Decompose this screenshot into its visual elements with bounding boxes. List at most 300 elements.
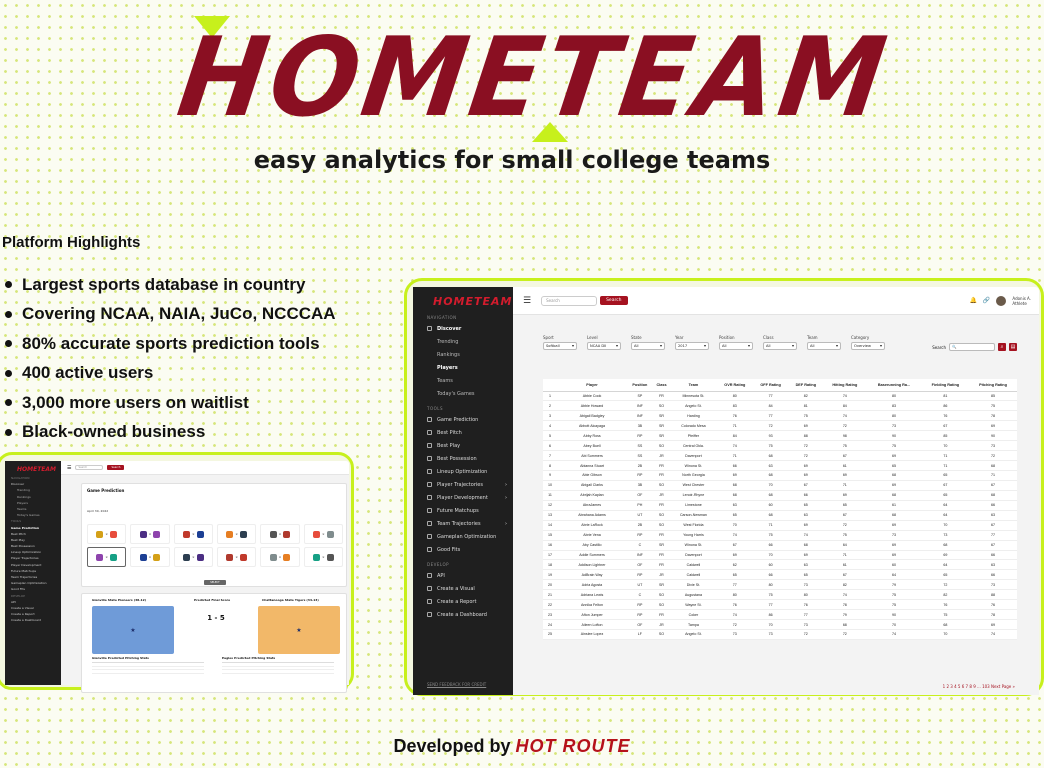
avatar[interactable]: [996, 296, 1006, 306]
table-row[interactable]: [543, 411, 1017, 421]
table-cell[interactable]: Abigail Badgley: [557, 411, 627, 421]
tool-icon: [427, 547, 432, 552]
table-cell: 65: [922, 570, 969, 580]
team-logo-icon: [270, 531, 277, 538]
table-cell: 68: [717, 480, 753, 490]
table-cell: 73: [969, 441, 1017, 451]
tagline: easy analytics for small college teams: [253, 146, 771, 174]
table-cell[interactable]: Addison Lightner: [557, 560, 627, 570]
table-cell: Central Okla.: [670, 441, 716, 451]
table-cell: 80: [717, 590, 753, 600]
filter-select[interactable]: Softball ▾: [543, 342, 577, 350]
versus-icon: ×: [192, 532, 195, 536]
tool-icon: [427, 534, 432, 539]
column-header[interactable]: [543, 379, 557, 391]
small-sidebar-item[interactable]: Best Play: [11, 537, 25, 542]
score-value: 1 - 5: [207, 614, 225, 622]
sidebar-item-best-pitch[interactable]: [413, 426, 513, 439]
table-row[interactable]: [543, 570, 1017, 580]
game-matchup-tile[interactable]: [217, 547, 256, 567]
table-row[interactable]: [543, 530, 1017, 540]
table-cell[interactable]: Adria Agosta: [557, 580, 627, 590]
versus-icon: ×: [105, 555, 108, 559]
sidebar-item-discover[interactable]: [413, 322, 513, 335]
table-cell: 66: [753, 570, 788, 580]
table-cell: OF: [627, 560, 653, 570]
table-cell: 72: [969, 451, 1017, 461]
table-row[interactable]: [543, 580, 1017, 590]
game-matchup-tile[interactable]: [130, 547, 169, 567]
small-sidebar-item[interactable]: Player Development: [11, 562, 42, 567]
sidebar-item-trending[interactable]: Trending: [437, 338, 459, 345]
table-cell: 76: [788, 600, 823, 610]
filter-select[interactable]: All ▾: [763, 342, 797, 350]
table-cell: 68: [866, 510, 922, 520]
team-logo-icon: [197, 531, 204, 538]
table-cell: 83: [717, 401, 753, 411]
sidebar-item-create-a-report[interactable]: [413, 595, 513, 608]
highlights-title: Platform Highlights: [2, 234, 141, 251]
table-row[interactable]: [543, 510, 1017, 520]
table-cell: Carson-Newman: [670, 510, 716, 520]
table-cell[interactable]: Abrahana Adams: [557, 510, 627, 520]
versus-icon: ×: [322, 532, 325, 536]
small-sidebar-item[interactable]: Gameplan Optimization: [11, 581, 47, 586]
column-header[interactable]: Pitching Rating: [969, 379, 1017, 391]
table-cell: 77: [753, 391, 788, 401]
select-button[interactable]: SELECT: [204, 580, 226, 585]
table-cell: 68: [866, 471, 922, 481]
table-cell: 69: [788, 550, 823, 560]
table-row[interactable]: [543, 610, 1017, 620]
small-sidebar-item[interactable]: Team Trajectories: [11, 575, 38, 579]
table-cell: INF: [627, 411, 653, 421]
table-row[interactable]: [543, 451, 1017, 461]
table-cell: 4: [543, 421, 557, 431]
table-cell: 69: [717, 471, 753, 481]
game-matchup-tile[interactable]: [87, 524, 126, 544]
table-cell[interactable]: Annika Felton: [557, 600, 627, 610]
table-cell[interactable]: Afton Jumper: [557, 610, 627, 620]
team-logo-icon: [226, 531, 233, 538]
table-cell[interactable]: Adriana Lewis: [557, 590, 627, 600]
table-cell: 72: [922, 580, 969, 590]
sidebar-item-player-trajectories[interactable]: [413, 478, 513, 491]
table-cell: 68: [788, 540, 823, 550]
send-feedback-link[interactable]: SEND FEEDBACK FOR CREDIT: [427, 682, 487, 687]
table-cell: 65: [717, 510, 753, 520]
table-row[interactable]: [543, 550, 1017, 560]
table-cell: 85: [969, 391, 1017, 401]
table-cell: LF: [627, 630, 653, 640]
table-cell[interactable]: Abianna Stuart: [557, 461, 627, 471]
developed-by-prefix: Developed by: [393, 736, 511, 756]
table-cell: 69: [969, 620, 1017, 630]
compass-icon: [427, 326, 432, 331]
table-cell: 60: [753, 560, 788, 570]
small-sidebar-item[interactable]: Create a Visual: [11, 605, 34, 610]
small-main: [61, 475, 349, 685]
players-app-window: [413, 287, 1039, 695]
table-cell: 74: [717, 610, 753, 620]
sidebar-item-api[interactable]: [413, 569, 513, 582]
sidebar-item-today-s-games[interactable]: Today's Games: [437, 390, 475, 397]
sidebar-item-teams[interactable]: Teams: [437, 377, 453, 384]
table-cell: 70: [717, 520, 753, 530]
search-input[interactable]: Search: [541, 296, 597, 306]
table-cell: 74: [823, 391, 866, 401]
table-cell: 81: [922, 391, 969, 401]
table-cell: 72: [823, 630, 866, 640]
table-cell: 67: [922, 421, 969, 431]
pagination[interactable]: 1 2 3 4 5 6 7 8 9 ... 103 Next Page »: [942, 684, 1015, 689]
small-sidebar-item[interactable]: Best Possession: [11, 544, 35, 549]
small-sidebar-item[interactable]: Good Fits: [11, 587, 25, 592]
table-cell[interactable]: Aby Castillo: [557, 540, 627, 550]
table-cell: 24: [543, 620, 557, 630]
table-cell: 68: [753, 451, 788, 461]
table-cell: Winona St.: [670, 540, 716, 550]
filter-select[interactable]: NCAA DII ▾: [587, 342, 621, 350]
team-logo-icon: [327, 531, 334, 538]
table-cell: C: [627, 540, 653, 550]
table-cell[interactable]: Abrijah Kaplan: [557, 490, 627, 500]
versus-icon: ×: [322, 555, 325, 559]
table-cell: 65: [922, 471, 969, 481]
small-sidebar-item[interactable]: API: [11, 599, 16, 604]
table-cell: 76: [922, 411, 969, 421]
table-cell: 2B: [627, 520, 653, 530]
versus-icon: ×: [235, 555, 238, 559]
table-cell: 65: [788, 570, 823, 580]
small-sidebar-item[interactable]: Create a Dashboard: [11, 618, 41, 623]
column-header[interactable]: Hitting Rating: [823, 379, 866, 391]
table-cell: 76: [717, 411, 753, 421]
sidebar-logo[interactable]: HOMETEAM: [433, 295, 513, 308]
small-sidebar-item[interactable]: Future Matchups: [11, 568, 37, 573]
filter-select[interactable]: Overview ▾: [851, 342, 885, 350]
filter-team: [807, 335, 841, 350]
small-sidebar-item[interactable]: Discover: [11, 482, 25, 487]
bell-icon[interactable]: 🔔: [969, 297, 977, 304]
small-sidebar-item[interactable]: Rankings: [17, 494, 31, 499]
sidebar-item-label: Gameplan Optimization: [437, 533, 497, 540]
table-cell: 72: [788, 441, 823, 451]
table-cell: SO: [653, 441, 670, 451]
sidebar-item-good-fits[interactable]: [413, 543, 513, 556]
table-cell: 79: [866, 580, 922, 590]
table-row[interactable]: [543, 421, 1017, 431]
highlight-item: [2, 359, 336, 389]
small-search-input[interactable]: Search: [75, 465, 103, 470]
table-cell: 66: [969, 500, 1017, 510]
tool-icon: [427, 495, 432, 500]
table-cell: JR: [653, 451, 670, 461]
table-cell: 98: [823, 431, 866, 441]
team-logo-icon: [283, 554, 290, 561]
game-prediction-card: [81, 483, 347, 587]
table-cell: Dixie St.: [670, 580, 716, 590]
table-row[interactable]: [543, 490, 1017, 500]
table-cell: 93: [753, 431, 788, 441]
table-cell[interactable]: AbraJames: [557, 500, 627, 510]
sidebar-item-best-play[interactable]: [413, 439, 513, 452]
filter-select[interactable]: 2017 ▾: [675, 342, 709, 350]
table-row[interactable]: [543, 590, 1017, 600]
table-cell: PH: [627, 500, 653, 510]
column-header[interactable]: Class: [653, 379, 670, 391]
table-cell: RP: [627, 431, 653, 441]
table-cell: 74: [823, 411, 866, 421]
game-matchup-tile[interactable]: [87, 547, 126, 567]
column-header[interactable]: Team: [670, 379, 716, 391]
table-row[interactable]: [543, 461, 1017, 471]
user-name: Adonis A.: [1012, 295, 1031, 301]
team-logo-icon: [283, 531, 290, 538]
table-cell: 90: [866, 610, 922, 620]
sidebar-item-label: Best Pitch: [437, 429, 462, 436]
game-matchup-tile[interactable]: [174, 524, 213, 544]
table-cell: 78: [969, 610, 1017, 620]
filter-label: Team: [807, 335, 818, 340]
small-sidebar-logo[interactable]: HOMETEAM: [17, 466, 56, 473]
sidebar-item-best-possession[interactable]: [413, 452, 513, 465]
table-cell: SP: [627, 391, 653, 401]
table-cell: SR: [653, 580, 670, 590]
table-row[interactable]: [543, 431, 1017, 441]
team-logo-icon: [197, 554, 204, 561]
table-cell: INF: [627, 550, 653, 560]
table-cell: SO: [653, 401, 670, 411]
hamburger-menu-icon[interactable]: ☰: [67, 464, 72, 471]
small-sidebar-item[interactable]: Lineup Optimization: [11, 550, 42, 555]
filter-select[interactable]: All ▾: [631, 342, 665, 350]
small-sidebar-item[interactable]: Players: [17, 500, 28, 505]
table-cell: 76: [969, 600, 1017, 610]
table-cell: 1: [543, 391, 557, 401]
table-row[interactable]: [543, 540, 1017, 550]
game-matchup-tile[interactable]: [217, 524, 256, 544]
column-header[interactable]: OVR Rating: [717, 379, 753, 391]
sidebar-item-players[interactable]: Players: [437, 364, 458, 371]
table-cell: 65: [717, 570, 753, 580]
sidebar-item-player-development[interactable]: [413, 491, 513, 504]
small-sidebar-item[interactable]: Create a Report: [11, 612, 35, 617]
table-cell[interactable]: Abey Buell: [557, 441, 627, 451]
develop-icon: [427, 586, 432, 591]
table-cell: 68: [922, 540, 969, 550]
highlight-text: 3,000 more users on waitlist: [22, 392, 249, 412]
table-cell: 71: [969, 471, 1017, 481]
table-cell: RP: [627, 610, 653, 620]
table-row[interactable]: [543, 520, 1017, 530]
table-cell: Pfeiffer: [670, 431, 716, 441]
table-cell[interactable]: Addie Summers: [557, 550, 627, 560]
table-cell: 66: [788, 490, 823, 500]
table-row[interactable]: [543, 560, 1017, 570]
team-logo-icon: [153, 531, 160, 538]
table-cell: 75: [823, 441, 866, 451]
table-cell: SO: [653, 520, 670, 530]
table-cell: 67: [922, 480, 969, 490]
table-cell: RP: [627, 530, 653, 540]
table-cell[interactable]: Abrie LaRock: [557, 520, 627, 530]
table-cell: 83: [866, 401, 922, 411]
link-icon[interactable]: 🔗: [982, 297, 991, 304]
table-cell: SS: [627, 441, 653, 451]
table-row[interactable]: [543, 500, 1017, 510]
filter-label: State: [631, 335, 642, 340]
small-sidebar-item[interactable]: Game Prediction: [11, 525, 40, 530]
small-sidebar-item[interactable]: Player Trajectories: [11, 556, 39, 561]
team-logo-icon: [313, 531, 320, 538]
table-cell[interactable]: Abrie Vena: [557, 530, 627, 540]
search-button[interactable]: Search: [600, 296, 627, 305]
table-row[interactable]: [543, 471, 1017, 481]
table-cell: 70: [922, 520, 969, 530]
table-cell: SS: [627, 451, 653, 461]
table-row[interactable]: [543, 630, 1017, 640]
small-sidebar-item[interactable]: Best Pitch: [11, 531, 26, 536]
team-logo-icon: [240, 531, 247, 538]
table-cell: 74: [717, 530, 753, 540]
column-header[interactable]: Position: [627, 379, 653, 391]
small-sidebar-item: TOOLS: [11, 519, 22, 524]
sidebar-item-label: Create a Report: [437, 598, 477, 605]
sidebar-item-create-a-visual[interactable]: [413, 582, 513, 595]
filter-select[interactable]: All ▾: [719, 342, 753, 350]
table-cell[interactable]: Abie Gibson: [557, 471, 627, 481]
table-cell[interactable]: Abby Ross: [557, 431, 627, 441]
table-cell[interactable]: Aileen Lofton: [557, 620, 627, 630]
table-row[interactable]: [543, 620, 1017, 630]
table-cell: Davenport: [670, 451, 716, 461]
versus-icon: ×: [278, 532, 282, 536]
filter-class: [763, 335, 797, 350]
small-search-button[interactable]: Search: [107, 465, 124, 470]
table-row[interactable]: [543, 391, 1017, 401]
table-cell: SO: [653, 600, 670, 610]
table-cell[interactable]: Abi Summers: [557, 451, 627, 461]
column-header[interactable]: Baserunning Ra...: [866, 379, 922, 391]
prediction-app-window: [5, 461, 349, 685]
table-cell: 73: [717, 630, 753, 640]
highlight-text: 80% accurate sports prediction tools: [22, 333, 320, 353]
table-cell: 72: [717, 620, 753, 630]
sidebar-item-label: API: [437, 572, 445, 579]
game-matchup-tile[interactable]: [304, 547, 343, 567]
logo-accent-triangle-bottom: [532, 122, 568, 142]
game-grid: [87, 524, 343, 567]
highlight-text: Largest sports database in country: [22, 274, 306, 294]
bullet-icon: [5, 429, 12, 436]
small-sidebar-item[interactable]: Teams: [17, 506, 27, 511]
table-cell: 72: [823, 421, 866, 431]
game-matchup-tile[interactable]: [260, 547, 299, 567]
hamburger-menu-icon[interactable]: ☰: [523, 295, 532, 306]
sidebar-item-lineup-optimization[interactable]: [413, 465, 513, 478]
small-sidebar-item[interactable]: Trending: [17, 488, 30, 493]
table-cell: Winona St.: [670, 461, 716, 471]
filter-year: [675, 335, 709, 350]
table-cell: SO: [653, 590, 670, 600]
nav-section-label: NAVIGATION: [427, 315, 457, 320]
table-cell[interactable]: AdBrain Way: [557, 570, 627, 580]
table-row[interactable]: [543, 441, 1017, 451]
table-cell: 71: [717, 421, 753, 431]
table-row[interactable]: [543, 480, 1017, 490]
table-cell: 69: [866, 451, 922, 461]
sidebar-item-create-a-dashboard[interactable]: [413, 608, 513, 621]
column-header[interactable]: DEF Rating: [788, 379, 823, 391]
table-cell: FR: [653, 530, 670, 540]
team-logo-icon: [327, 554, 334, 561]
table-cell: 66: [969, 550, 1017, 560]
column-header[interactable]: Player: [557, 379, 627, 391]
team-logo-icon: [226, 554, 233, 561]
table-cell[interactable]: Abbie Cook: [557, 391, 627, 401]
game-matchup-tile[interactable]: [174, 547, 213, 567]
game-matchup-tile[interactable]: [130, 524, 169, 544]
table-cell: 65: [788, 500, 823, 510]
export-icon[interactable]: ▤: [1010, 344, 1016, 350]
table-cell: 77: [717, 580, 753, 590]
table-cell[interactable]: Ainslee Lopez: [557, 630, 627, 640]
sidebar-item-rankings[interactable]: Rankings: [437, 351, 460, 358]
sidebar-item-future-matchups[interactable]: [413, 504, 513, 517]
table-cell[interactable]: Abigail Clarks: [557, 480, 627, 490]
search-submit-icon[interactable]: ⌕: [998, 343, 1006, 351]
table-row[interactable]: [543, 401, 1017, 411]
versus-icon: ×: [192, 555, 195, 559]
table-cell: 82: [788, 391, 823, 401]
table-cell: 13: [543, 510, 557, 520]
game-matchup-tile[interactable]: [260, 524, 299, 544]
table-cell: 73: [866, 421, 922, 431]
table-cell: 77: [753, 411, 788, 421]
table-cell: 14: [543, 520, 557, 530]
column-header[interactable]: OFF Rating: [753, 379, 788, 391]
column-header[interactable]: Fielding Rating: [922, 379, 969, 391]
table-cell: 79: [823, 610, 866, 620]
develop-icon: [427, 573, 432, 578]
table-cell: Davenport: [670, 550, 716, 560]
table-cell: 69: [866, 550, 922, 560]
sidebar-item-team-trajectories[interactable]: [413, 517, 513, 530]
filter-select[interactable]: All ▾: [807, 342, 841, 350]
table-cell[interactable]: Abbott Alcayaga: [557, 421, 627, 431]
team-logo-icon: [240, 554, 247, 561]
table-cell: 78: [823, 600, 866, 610]
player-search-input[interactable]: 🔍: [949, 343, 995, 351]
small-sidebar-item[interactable]: Today's Games: [17, 513, 40, 518]
game-matchup-tile[interactable]: [304, 524, 343, 544]
table-cell: JR: [653, 620, 670, 630]
table-cell: 60: [753, 500, 788, 510]
card-title: Game Prediction: [87, 488, 125, 493]
table-cell: 63: [788, 510, 823, 520]
sidebar-item-game-prediction[interactable]: [413, 413, 513, 426]
table-cell: Tampa: [670, 620, 716, 630]
filter-category: [851, 335, 885, 350]
sidebar-item-gameplan-optimization[interactable]: [413, 530, 513, 543]
table-cell: Wayne St.: [670, 600, 716, 610]
table-row[interactable]: [543, 600, 1017, 610]
table-cell: Lenoir-Rhyne: [670, 490, 716, 500]
table-cell[interactable]: Abbie Howard: [557, 401, 627, 411]
table-cell: North Georgia: [670, 471, 716, 481]
table-cell: RP: [627, 570, 653, 580]
